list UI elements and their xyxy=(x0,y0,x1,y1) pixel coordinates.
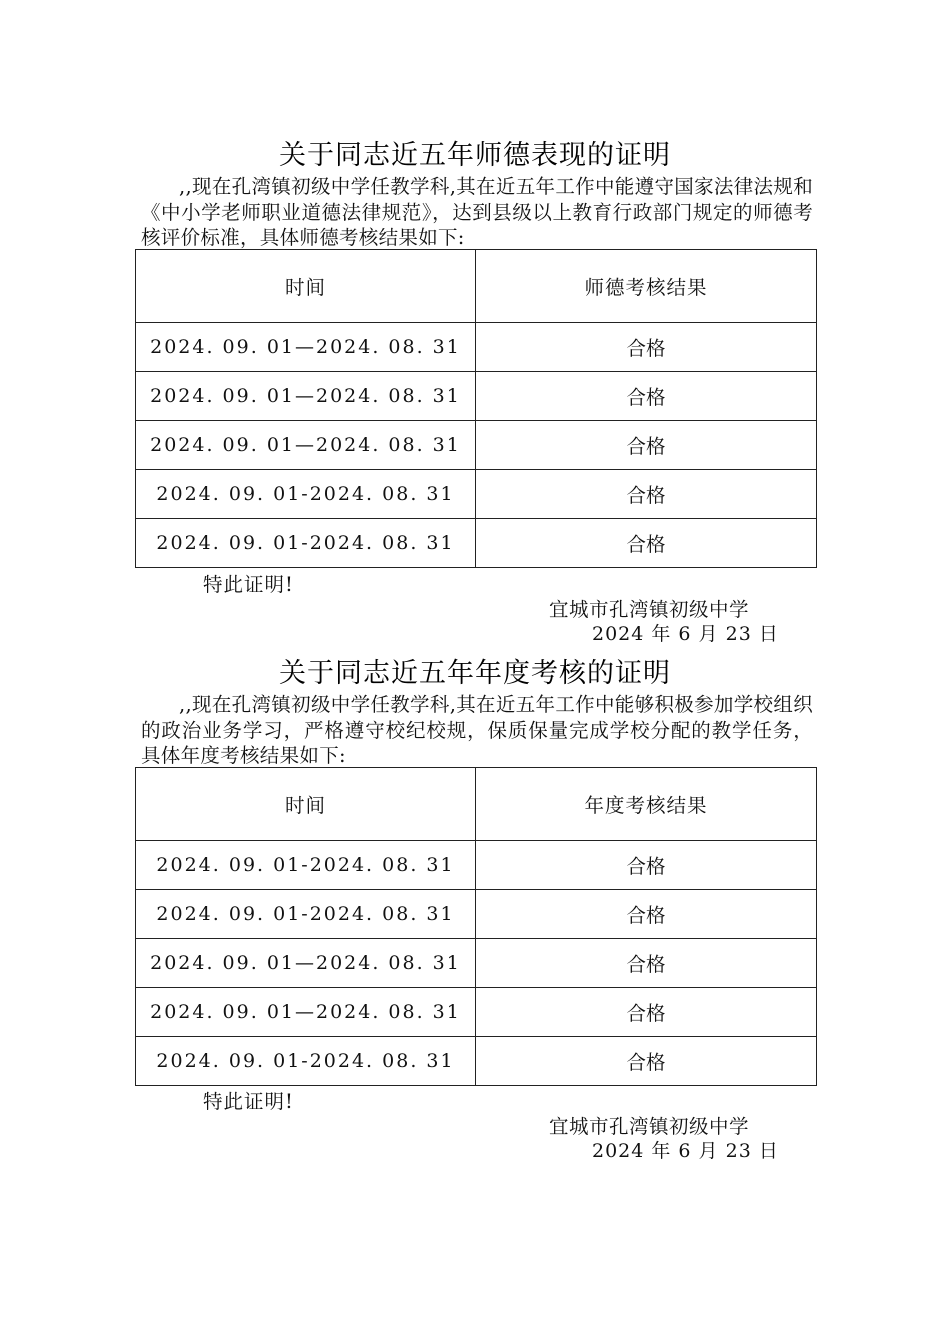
evaluation-table xyxy=(135,249,817,568)
result-cell: 合格 xyxy=(476,470,817,519)
closing-statement: 特此证明! xyxy=(203,573,294,596)
result-cell: 合格 xyxy=(476,988,817,1037)
issuing-organization: 宜城市孔湾镇初级中学 xyxy=(549,1115,750,1138)
result-cell: 合格 xyxy=(476,1037,817,1086)
table-row xyxy=(136,841,817,890)
header-result: 年度考核结果 xyxy=(476,768,817,841)
table-row xyxy=(136,519,817,568)
table-row xyxy=(136,939,817,988)
table-row xyxy=(136,988,817,1037)
header-result: 师德考核结果 xyxy=(476,250,817,323)
certificate-intro xyxy=(141,692,813,769)
result-cell: 合格 xyxy=(476,372,817,421)
intro-text: ,,现在孔湾镇初级中学任教学科,其在近五年工作中能遵守国家法律法规和《中小学老师职业道德法律规范》，达到县级以上教育行政部门规定的师德考核评价标准，具体师德考核结果如下: xyxy=(141,175,813,249)
period-cell: 2024. 09. 01—2024. 08. 31 xyxy=(136,323,476,372)
table-row xyxy=(136,421,817,470)
table-row xyxy=(136,890,817,939)
closing-statement: 特此证明! xyxy=(203,1090,294,1113)
table-header-row xyxy=(136,250,817,323)
certificate-title: 关于同志近五年师德表现的证明 xyxy=(279,140,671,171)
intro-text: ,,现在孔湾镇初级中学任教学科,其在近五年工作中能够积极参加学校组织的政治业务学习，严格遵守校纪校规，保质保量完成学校分配的教学任务，具体年度考核结果如下: xyxy=(141,693,813,767)
period-cell: 2024. 09. 01-2024. 08. 31 xyxy=(136,890,476,939)
table-header-row xyxy=(136,768,817,841)
evaluation-table xyxy=(135,767,817,1086)
result-cell: 合格 xyxy=(476,939,817,988)
table-row xyxy=(136,372,817,421)
result-cell: 合格 xyxy=(476,421,817,470)
period-cell: 2024. 09. 01-2024. 08. 31 xyxy=(136,841,476,890)
result-cell: 合格 xyxy=(476,841,817,890)
issue-date: 2024 年 6 月 23 日 xyxy=(592,1140,779,1162)
period-cell: 2024. 09. 01—2024. 08. 31 xyxy=(136,372,476,421)
issuing-organization: 宜城市孔湾镇初级中学 xyxy=(549,598,750,621)
result-cell: 合格 xyxy=(476,519,817,568)
period-cell: 2024. 09. 01—2024. 08. 31 xyxy=(136,988,476,1037)
table-row xyxy=(136,323,817,372)
header-period: 时间 xyxy=(136,250,476,323)
period-cell: 2024. 09. 01-2024. 08. 31 xyxy=(136,519,476,568)
period-cell: 2024. 09. 01-2024. 08. 31 xyxy=(136,1037,476,1086)
issue-date: 2024 年 6 月 23 日 xyxy=(592,623,779,645)
period-cell: 2024. 09. 01—2024. 08. 31 xyxy=(136,939,476,988)
table-row xyxy=(136,1037,817,1086)
result-cell: 合格 xyxy=(476,323,817,372)
result-cell: 合格 xyxy=(476,890,817,939)
certificate-title: 关于同志近五年年度考核的证明 xyxy=(279,658,671,689)
table-row xyxy=(136,470,817,519)
period-cell: 2024. 09. 01-2024. 08. 31 xyxy=(136,470,476,519)
certificate-intro xyxy=(141,174,813,251)
header-period: 时间 xyxy=(136,768,476,841)
period-cell: 2024. 09. 01—2024. 08. 31 xyxy=(136,421,476,470)
